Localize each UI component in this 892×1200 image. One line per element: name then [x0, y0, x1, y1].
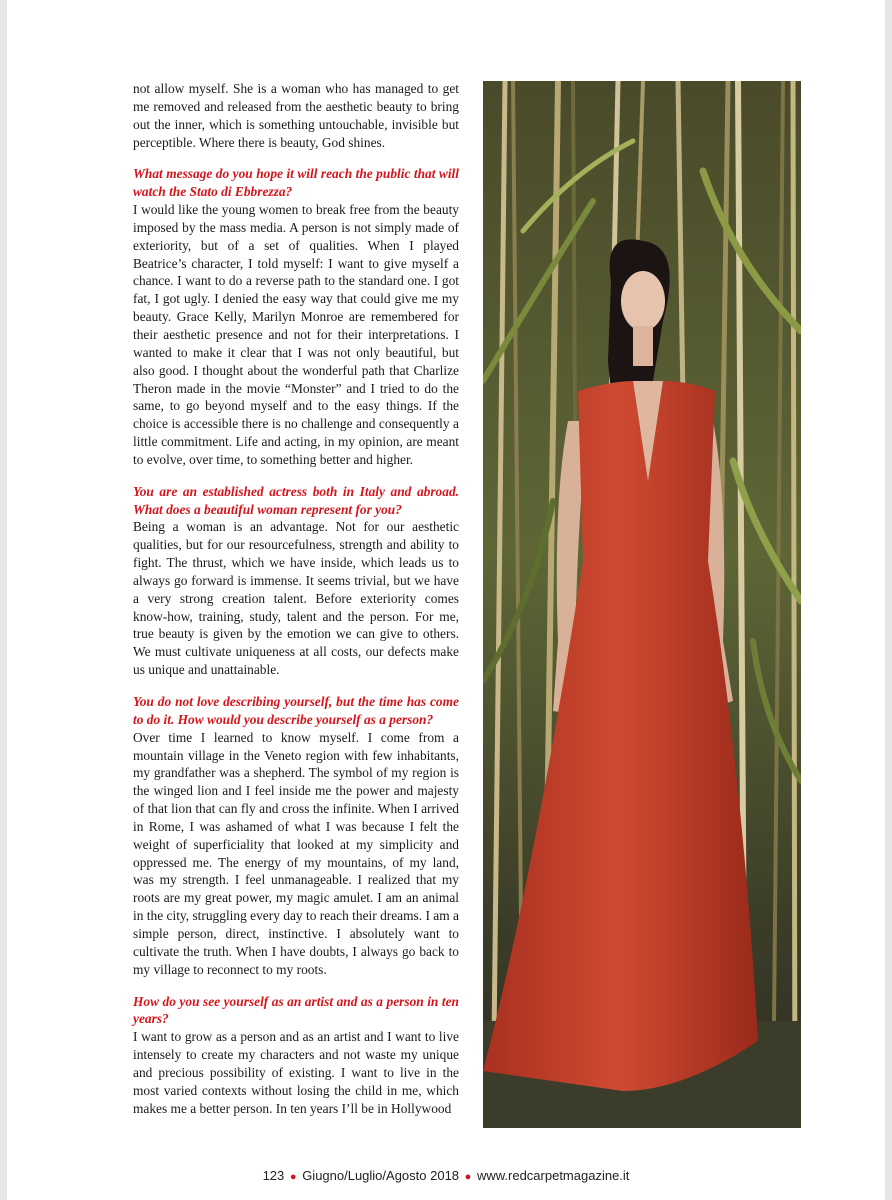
- answer-paragraph: Being a woman is an advantage. Not for our aesthetic qualities, but for our resourcefulness, strength and ability to fight. The thrust, which we have inside, which leads us to always go forward is immense. It seems trivial, but we have a very strong creation talent. Before exteriority comes know-how, training, study, talent and the person. For me, true beauty is given by the emotion we can give to others. We must cultivate uniqueness at all costs, our defects make us unique and unattainable.: [133, 519, 459, 678]
- bullet-dot-icon: ●: [464, 1171, 472, 1183]
- page-number: 123: [262, 1168, 285, 1183]
- question-heading: How do you see yourself as an artist and as a person in ten years?: [133, 993, 459, 1027]
- answer-paragraph: Over time I learned to know myself. I come from a mountain village in the Veneto region with few inhabitants, my grandfather was a shepherd. The symbol of my region is the winged lion and I feel inside me the power and majesty of that lion that can fly and cross the infinite. When I arrived in Rome, I was ashamed of what I was because I felt the weight of superficiality that looked at my simplicity and oppressed me. The energy of my mountains, of my land, was my strength. I feel unmanageable. I realized that my roots are my great power, my magic amulet. I am an animal in the city, struggling every day to reach their dreams. I am a simple person, direct, instinctive. I absolutely want to cultivate the truth. When I have doubts, I always go back to my village to reconnect to my roots.: [133, 729, 459, 977]
- question-heading: What message do you hope it will reach the public that will watch the Stato di Ebbrezza?: [133, 166, 459, 200]
- answer-paragraph: I want to grow as a person and as an artist and I want to live intensely to create my characters and not waste my unique and precious possibility of existing. I want to live in the most varied contexts without losing the child in me, which makes me a better person. In ten years I’ll be in Hollywood: [133, 1029, 459, 1116]
- website-link[interactable]: www.redcarpetmagazine.it: [476, 1168, 630, 1183]
- answer-paragraph: I would like the young women to break free from the beauty imposed by the mass media. A person is not simply made of exteriority, but of a set of qualities. When I played Beatrice’s character, I told myself: I want to give myself a chance. I want to do a reverse path to the standard one. I got fat, I got ugly. I denied the easy way that could give me my beauty. Grace Kelly, Marilyn Monroe are remembered for their aesthetic presence and not for their interpretations. I wanted to make it clear that I was not only beautiful, but also good. I thought about the wonderful path that Charlize Theron made in the movie “Monster” and I tried to do the same, to go beyond myself and to the easy things. If the choice is accessible there is no challenge and consequently a little commitment. Life and acting, in my opinion, are meant to evolve, over time, to something better and higher.: [133, 202, 459, 467]
- answer-paragraph: not allow myself. She is a woman who has managed to get me removed and released from the aesthetic beauty to bring out the inner, which is something untouchable, invisible but perceptible. Where there is beauty, God shines.: [133, 81, 459, 150]
- article-text-column: [133, 80, 459, 1117]
- woman-in-red-dress-illustration: [483, 81, 801, 1128]
- question-heading: You do not love describing yourself, but the time has come to do it. How would you describe yourself as a person?: [133, 694, 459, 727]
- bullet-dot-icon: ●: [289, 1171, 297, 1183]
- portrait-photo: [483, 81, 801, 1128]
- page-footer: [7, 1168, 885, 1183]
- magazine-page: [7, 0, 885, 1200]
- question-heading: You are an established actress both in Italy and abroad. What does a beautiful woman represent for you?: [133, 483, 459, 517]
- issue-date: Giugno/Luglio/Agosto 2018: [302, 1168, 460, 1183]
